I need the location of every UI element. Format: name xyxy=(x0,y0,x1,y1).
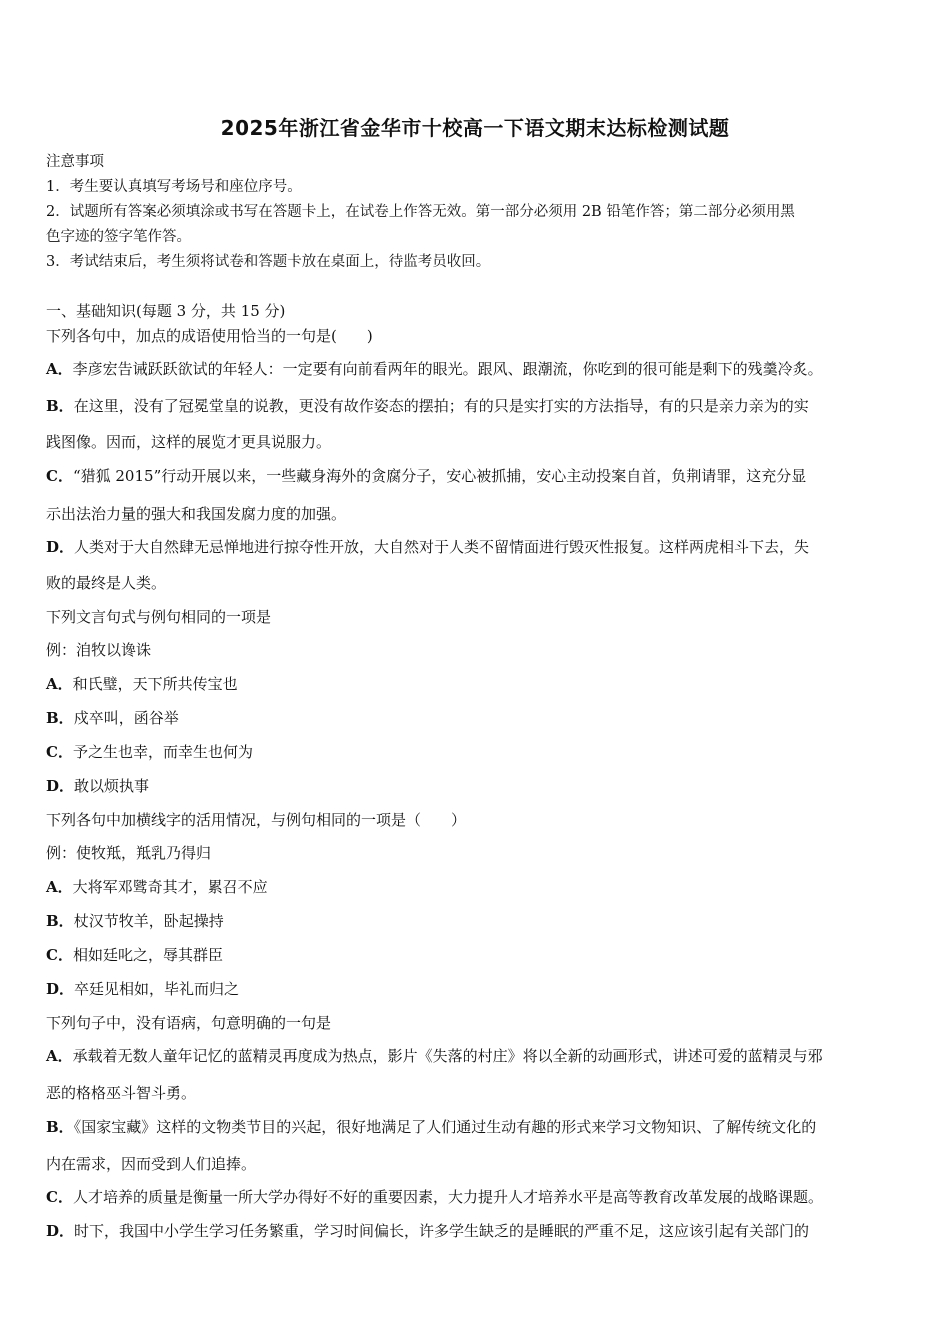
q2-option-d xyxy=(46,776,908,796)
option-label: A． xyxy=(46,675,73,693)
option-text: 大将军邓骘奇其才，累召不应 xyxy=(72,878,268,896)
q4-option-a xyxy=(46,1046,908,1066)
option-label: B． xyxy=(46,709,74,727)
option-text: 人才培养的质量是衡量一所大学办得好不好的重要因素，大力提升人才培养水平是高等教育改革发展的战略课题。 xyxy=(72,1188,823,1206)
option-text: 敢以烦执事 xyxy=(74,777,150,795)
option-text: 承载着无数人童年记忆的蓝精灵再度成为热点，影片《失落的村庄》将以全新的动画形式，讲述可爱的蓝精灵与邪 xyxy=(72,1047,823,1065)
option-text: “猎狐 2015”行动开展以来，一些藏身海外的贪腐分子，安心被抓捕，安心主动投案自首，负荆请罪，这充分显 xyxy=(72,467,807,485)
option-text: 相如廷叱之，辱其群臣 xyxy=(72,946,223,964)
option-label: C． xyxy=(46,1188,73,1206)
option-label: D． xyxy=(46,1222,75,1240)
q2-example: 例：洎牧以谗诛 xyxy=(46,641,152,659)
q4-option-a-cont: 恶的格格巫斗智斗勇。 xyxy=(46,1084,197,1102)
section-heading: 一、基础知识(每题 3 分，共 15 分) xyxy=(46,302,286,320)
option-label: D． xyxy=(46,980,75,998)
q1-option-d-cont: 败的最终是人类。 xyxy=(46,574,167,592)
notice-item-2a: 2．试题所有答案必须填涂或书写在答题卡上，在试卷上作答无效。第一部分必须用 2B 铅笔作答；第二部分必须用黑 xyxy=(46,204,795,220)
option-label: D． xyxy=(46,538,75,556)
q2-option-c xyxy=(46,742,908,762)
q1-option-b-cont: 践图像。因而，这样的展览才更具说服力。 xyxy=(46,433,332,451)
notice-item-3: 3．考试结束后，考生须将试卷和答题卡放在桌面上，待监考员收回。 xyxy=(46,254,491,270)
option-label: B． xyxy=(46,397,74,415)
option-text: 戍卒叫，函谷举 xyxy=(73,709,179,727)
q3-example: 例：使牧羝，羝乳乃得归 xyxy=(46,844,212,862)
q2-stem: 下列文言句式与例句相同的一项是 xyxy=(46,608,272,626)
option-label: C． xyxy=(46,467,73,485)
notice-heading: 注意事项 xyxy=(46,154,104,170)
notice-item-2b: 色字迹的签字笔作答。 xyxy=(46,229,191,245)
option-text: 《国家宝藏》这样的文物类节目的兴起，很好地满足了人们通过生动有趣的形式来学习文物知识、了解传统文化的 xyxy=(73,1118,817,1136)
q3-option-c xyxy=(46,945,908,965)
q3-option-a xyxy=(46,877,908,897)
option-text: 在这里，没有了冠冕堂皇的说教，更没有故作姿态的摆拍；有的只是实打实的方法指导，有的只是亲力亲为的实 xyxy=(73,397,809,415)
q1-option-a xyxy=(46,359,908,379)
option-label: C． xyxy=(46,946,73,964)
option-text: 卒廷见相如，毕礼而归之 xyxy=(74,980,240,998)
q4-option-b xyxy=(46,1117,908,1137)
notice-item-1: 1．考生要认真填写考场号和座位序号。 xyxy=(46,179,302,195)
option-text: 予之生也幸，而幸生也何为 xyxy=(72,743,253,761)
option-text: 杖汉节牧羊，卧起操持 xyxy=(73,912,224,930)
q3-option-b xyxy=(46,911,908,931)
option-label: A． xyxy=(46,1047,73,1065)
option-label: A． xyxy=(46,878,73,896)
q2-option-b xyxy=(46,708,908,728)
q4-option-b-cont: 内在需求，因而受到人们追捧。 xyxy=(46,1155,257,1173)
q1-option-d xyxy=(46,537,908,557)
q1-option-b xyxy=(46,396,908,416)
page-title: 2025年浙江省金华市十校高一下语文期末达标检测试题 xyxy=(220,116,730,140)
q1-stem: 下列各句中，加点的成语使用恰当的一句是( ) xyxy=(46,327,373,345)
option-label: B． xyxy=(46,1118,74,1136)
q4-option-d xyxy=(46,1221,908,1241)
q1-option-c xyxy=(46,466,908,486)
q2-option-a xyxy=(46,674,908,694)
option-text: 人类对于大自然肆无忌惮地进行掠夺性开放，大自然对于人类不留情面进行毁灭性报复。这样两虎相斗下去，失 xyxy=(74,538,810,556)
option-label: C． xyxy=(46,743,73,761)
option-text: 时下，我国中小学生学习任务繁重，学习时间偏长，许多学生缺乏的是睡眠的严重不足，这应该引起有关部门的 xyxy=(74,1222,810,1240)
option-label: D． xyxy=(46,777,75,795)
q3-option-d xyxy=(46,979,908,999)
q1-option-c-cont: 示出法治力量的强大和我国发腐力度的加强。 xyxy=(46,505,347,523)
option-label: B． xyxy=(46,912,74,930)
q3-stem: 下列各句中加横线字的活用情况，与例句相同的一项是（ ） xyxy=(46,811,467,829)
option-text: 和氏璧，天下所共传宝也 xyxy=(72,675,238,693)
q4-stem: 下列句子中，没有语病，句意明确的一句是 xyxy=(46,1014,332,1032)
option-text: 李彦宏告诫跃跃欲试的年轻人：一定要有向前看两年的眼光。跟风、跟潮流，你吃到的很可能是剩下的残羹冷炙。 xyxy=(72,360,823,378)
q4-option-c xyxy=(46,1187,908,1207)
option-label: A． xyxy=(46,360,73,378)
